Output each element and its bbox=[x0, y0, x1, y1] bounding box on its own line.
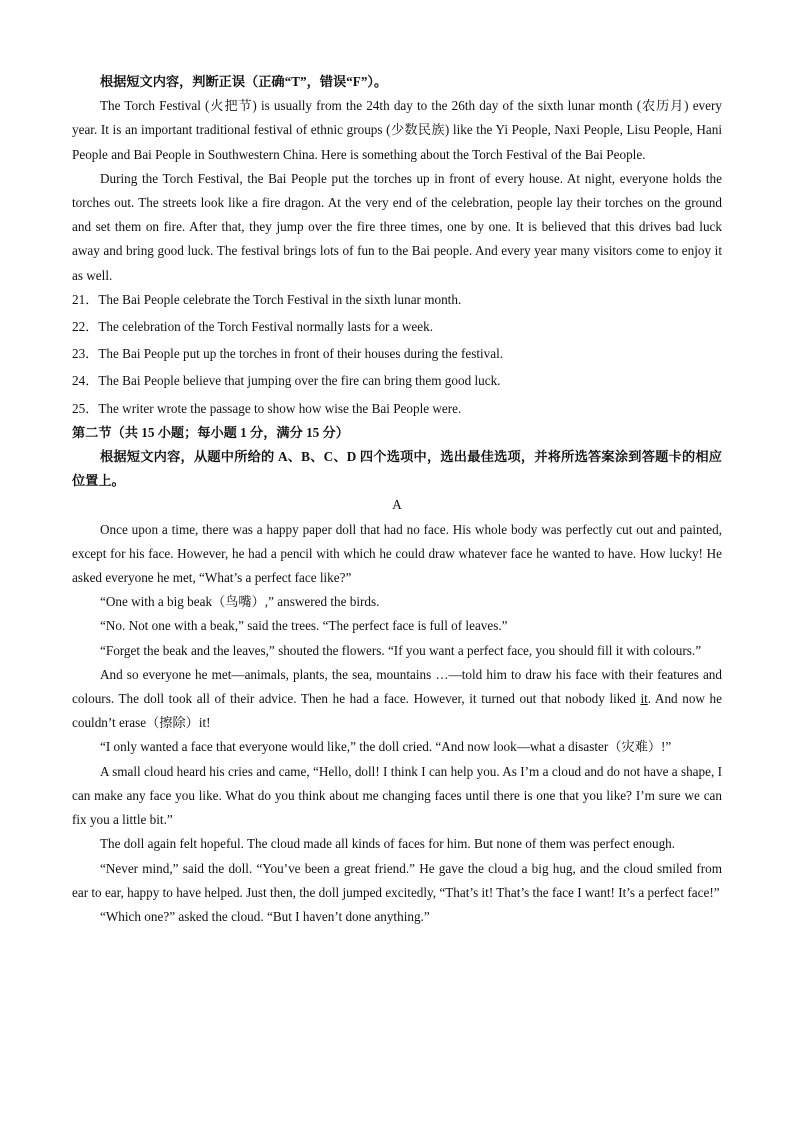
story-text: And so everyone he met—animals, plants, the sea, mountains …—told him to draw his face with their features and colours. The doll took all of their advice. Then he had a face. However, it turned out that nobody liked bbox=[72, 666, 722, 707]
passage-label: A bbox=[392, 497, 402, 513]
story-text: And now he couldn’t erase（擦除）it! bbox=[72, 691, 722, 731]
section2-instruction: 根据短文内容，从题中所给的 A、B、C、D 四个选项中，选出最佳选项，并将所选答案涂到答题卡的相应位置上。 bbox=[72, 449, 722, 489]
story-paragraph: The doll again felt hopeful. The cloud made all kinds of faces for him. But none of them was perfect enough. bbox=[100, 836, 676, 852]
question-22: 22．The celebration of the Torch Festival normally lasts for a week. bbox=[72, 319, 434, 335]
passage-paragraph: The Torch Festival (火把节) is usually from the 24th day to the 26th day of the sixth lunar month (农历月) every year. It is an important traditional festival of ethnic groups (少数民族) like the Yi People, Naxi People, Lisu People, Hani People and Bai People in Southwestern China. Here is something about the Torch Festival of the Bai People. bbox=[72, 98, 722, 162]
story-paragraph bbox=[72, 663, 722, 736]
story-paragraph: “No. Not one with a beak,” said the trees. “The perfect face is full of leaves.” bbox=[100, 618, 508, 634]
story-paragraph: A small cloud heard his cries and came, “Hello, doll! I think I can help you. As I’m a cloud and do not have a shape, I can make any face you like. What do you think about me changing faces until there is one that you like? I’m sure we can fix you a little bit.” bbox=[72, 763, 722, 828]
question-23: 23．The Bai People put up the torches in front of their houses during the festival. bbox=[72, 346, 504, 362]
exam-page bbox=[72, 70, 722, 929]
underlined-word: it bbox=[640, 691, 648, 707]
story-paragraph: “Never mind,” said the doll. “You’ve been a great friend.” He gave the cloud a big hug, and the cloud smiled from ear to ear, happy to have helped. Just then, the doll jumped excitedly, “That’s it! That’s the face I want! It’s a perfect face!” bbox=[72, 860, 722, 900]
story-paragraph: “Forget the beak and the leaves,” shouted the flowers. “If you want a perfect face, you should fill it with colours.” bbox=[100, 642, 702, 658]
story-paragraph: “Which one?” asked the cloud. “But I haven’t done anything.” bbox=[100, 908, 430, 924]
section1-instruction: 根据短文内容，判断正误（正确“T”，错误“F”）。 bbox=[100, 74, 388, 89]
passage-paragraph: During the Torch Festival, the Bai People put the torches up in front of every house. At night, everyone holds the torches out. The streets look like a fire dragon. At the very end of the celebration, people lay their torches on the ground and set them on fire. After that, they jump over the fire three times, one by one. It is believed that this drives bad luck away and bring good luck. The festival brings lots of fun to the Bai people. And every year many visitors come to enjoy it as well. bbox=[72, 170, 722, 283]
section2-heading: 第二节（共 15 小题；每小题 1 分，满分 15 分） bbox=[72, 424, 349, 440]
question-21: 21．The Bai People celebrate the Torch Festival in the sixth lunar month. bbox=[72, 291, 462, 307]
question-25: 25．The writer wrote the passage to show how wise the Bai People were. bbox=[72, 400, 462, 416]
sentence-period: . bbox=[647, 691, 652, 707]
story-paragraph: Once upon a time, there was a happy paper doll that had no face. His whole body was perfectly cut out and painted, except for his face. However, he had a pencil with which he could draw whatever face he wanted to have. How lucky! He asked everyone he met, “What’s a perfect face like?” bbox=[72, 521, 722, 586]
question-24: 24．The Bai People believe that jumping over the fire can bring them good luck. bbox=[72, 373, 501, 389]
story-paragraph: “I only wanted a face that everyone would like,” the doll cried. “And now look—what a disaster（灾难）!” bbox=[100, 739, 672, 755]
story-paragraph: “One with a big beak（鸟嘴）,” answered the birds. bbox=[100, 594, 380, 610]
